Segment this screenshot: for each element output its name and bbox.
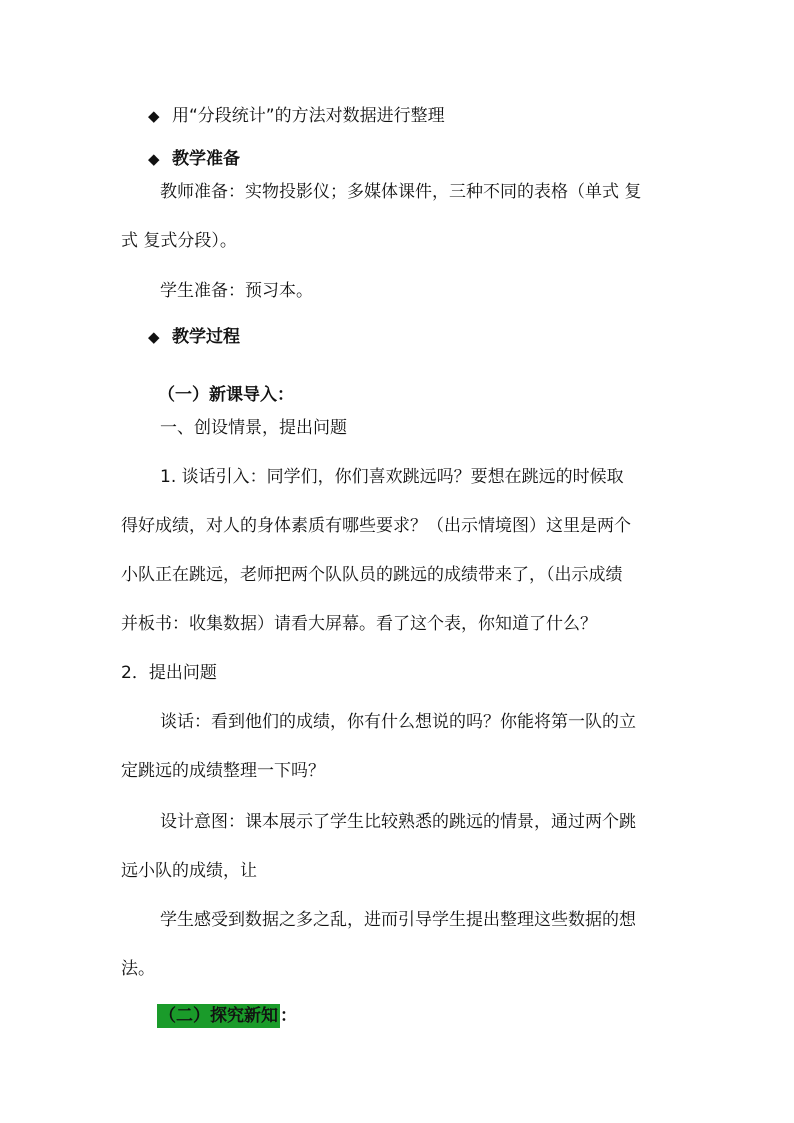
design-intent-line-4: 法。 <box>121 959 155 979</box>
section2-heading <box>157 1004 297 1028</box>
intro-paragraph-line-2: 得好成绩，对人的身体素质有哪些要求？（出示情境图）这里是两个 <box>121 516 631 536</box>
section1-heading: （一）新课导入： <box>158 385 294 405</box>
section2-heading-colon: ： <box>280 1006 297 1026</box>
diamond-bullet-icon: ◆ <box>148 150 160 168</box>
section1-subheading: 一、创设情景，提出问题 <box>160 418 347 438</box>
diamond-bullet-icon: ◆ <box>148 328 160 346</box>
process-heading <box>148 325 240 349</box>
teacher-prep-line-1: 教师准备：实物投影仪；多媒体课件，三种不同的表格（单式 复 <box>160 182 642 202</box>
diamond-bullet-icon: ◆ <box>148 107 160 125</box>
prep-heading-text: 教学准备 <box>172 149 240 169</box>
teacher-prep-line-2: 式 复式分段）。 <box>121 231 237 251</box>
talk-line-2: 定跳远的成绩整理一下吗？ <box>121 761 325 781</box>
objective-text: 用“分段统计”的方法对数据进行整理 <box>172 106 445 126</box>
objective-line <box>148 104 445 128</box>
prep-heading <box>148 147 240 171</box>
talk-line-1: 谈话：看到他们的成绩，你有什么想说的吗？你能将第一队的立 <box>160 712 636 732</box>
design-intent-line-1: 设计意图：课本展示了学生比较熟悉的跳远的情景，通过两个跳 <box>160 812 636 832</box>
intro-paragraph-line-4: 并板书：收集数据）请看大屏幕。看了这个表，你知道了什么？ <box>121 614 597 634</box>
pose-question-heading: 2．提出问题 <box>121 663 217 683</box>
intro-paragraph-line-3: 小队正在跳远，老师把两个队队员的跳远的成绩带来了，（出示成绩 <box>121 565 623 585</box>
design-intent-line-3: 学生感受到数据之多之乱，进而引导学生提出整理这些数据的想 <box>160 910 636 930</box>
section2-heading-highlight: （二）探究新知 <box>159 1006 278 1026</box>
intro-paragraph-line-1: 1. 谈话引入：同学们，你们喜欢跳远吗？要想在跳远的时候取 <box>160 467 624 487</box>
student-prep: 学生准备：预习本。 <box>160 281 313 301</box>
design-intent-line-2: 远小队的成绩，让 <box>121 861 257 881</box>
process-heading-text: 教学过程 <box>172 327 240 347</box>
